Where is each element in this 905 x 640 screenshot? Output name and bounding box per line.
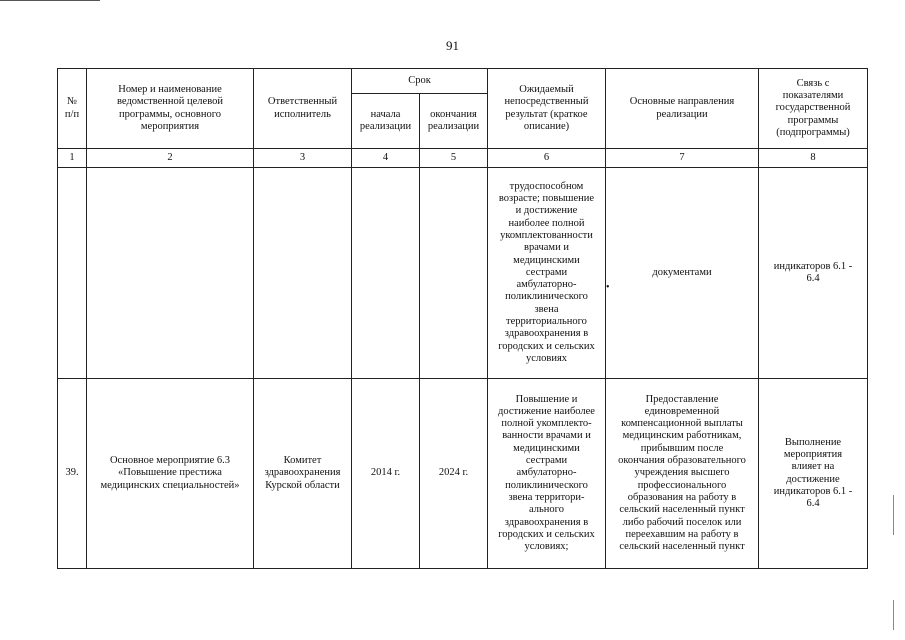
row-number: 39.: [58, 379, 87, 569]
program-name: [87, 168, 254, 379]
expected-result: Повышение и достижение наиболее полной укомплекто- ванности врачами и медицинскими сестрами амбулаторно- поликлинического звена территори- ального здравоохранения в городских и сельских условиях;: [488, 379, 606, 569]
scan-edge-mark: [893, 600, 894, 630]
top-rule: [0, 0, 100, 1]
indicators-link: индикаторов 6.1 - 6.4: [759, 168, 868, 379]
header-main-directions: Основные направления реализации: [606, 69, 759, 149]
scan-speck: •: [606, 282, 610, 293]
column-number: 5: [420, 149, 488, 168]
header-start: начала реализации: [352, 94, 420, 149]
column-number: 6: [488, 149, 606, 168]
column-numbers-row: [58, 149, 868, 168]
end-year: [420, 168, 488, 379]
program-table: [57, 68, 868, 569]
header-number: № п/п: [58, 69, 87, 149]
table-row: [58, 379, 868, 569]
start-year: [352, 168, 420, 379]
page-number: 91: [446, 38, 459, 53]
header-end: окончания реализации: [420, 94, 488, 149]
header-row-1: [58, 69, 868, 94]
main-directions: документами: [606, 168, 759, 379]
row-number: [58, 168, 87, 379]
header-expected-result: Ожидаемый непосредственный результат (краткое описание): [488, 69, 606, 149]
column-number: 8: [759, 149, 868, 168]
main-directions: Предоставление единовременной компенсационной выплаты медицинским работникам, прибывшим после окончания образовательного учреждения высшего профессионального образования на работу в сельский населенный пункт либо рабочий поселок или переехавшим на работу в сельский населенный пункт: [606, 379, 759, 569]
executor: Комитет здравоохранения Курской области: [254, 379, 352, 569]
column-number: 7: [606, 149, 759, 168]
header-executor: Ответственный исполнитель: [254, 69, 352, 149]
table-row: [58, 168, 868, 379]
header-indicators-link: Связь с показателями государственной программы (подпрограммы): [759, 69, 868, 149]
column-number: 2: [87, 149, 254, 168]
column-number: 4: [352, 149, 420, 168]
indicators-link: Выполнение мероприятия влияет на достижение индикаторов 6.1 - 6.4: [759, 379, 868, 569]
header-term: Срок: [352, 69, 488, 94]
start-year: 2014 г.: [352, 379, 420, 569]
expected-result: трудоспособном возрасте; повышение и достижение наиболее полной укомплектованности врачами и медицинскими сестрами амбулаторно- поликлинического звена территориального здравоохранения в городских и сельских условиях: [488, 168, 606, 379]
header-program-name: Номер и наименование ведомственной целевой программы, основного мероприятия: [87, 69, 254, 149]
program-name: Основное мероприятие 6.3 «Повышение престижа медицинских специальностей»: [87, 379, 254, 569]
executor: [254, 168, 352, 379]
end-year: 2024 г.: [420, 379, 488, 569]
scan-edge-mark: [893, 495, 894, 535]
column-number: 1: [58, 149, 87, 168]
column-number: 3: [254, 149, 352, 168]
